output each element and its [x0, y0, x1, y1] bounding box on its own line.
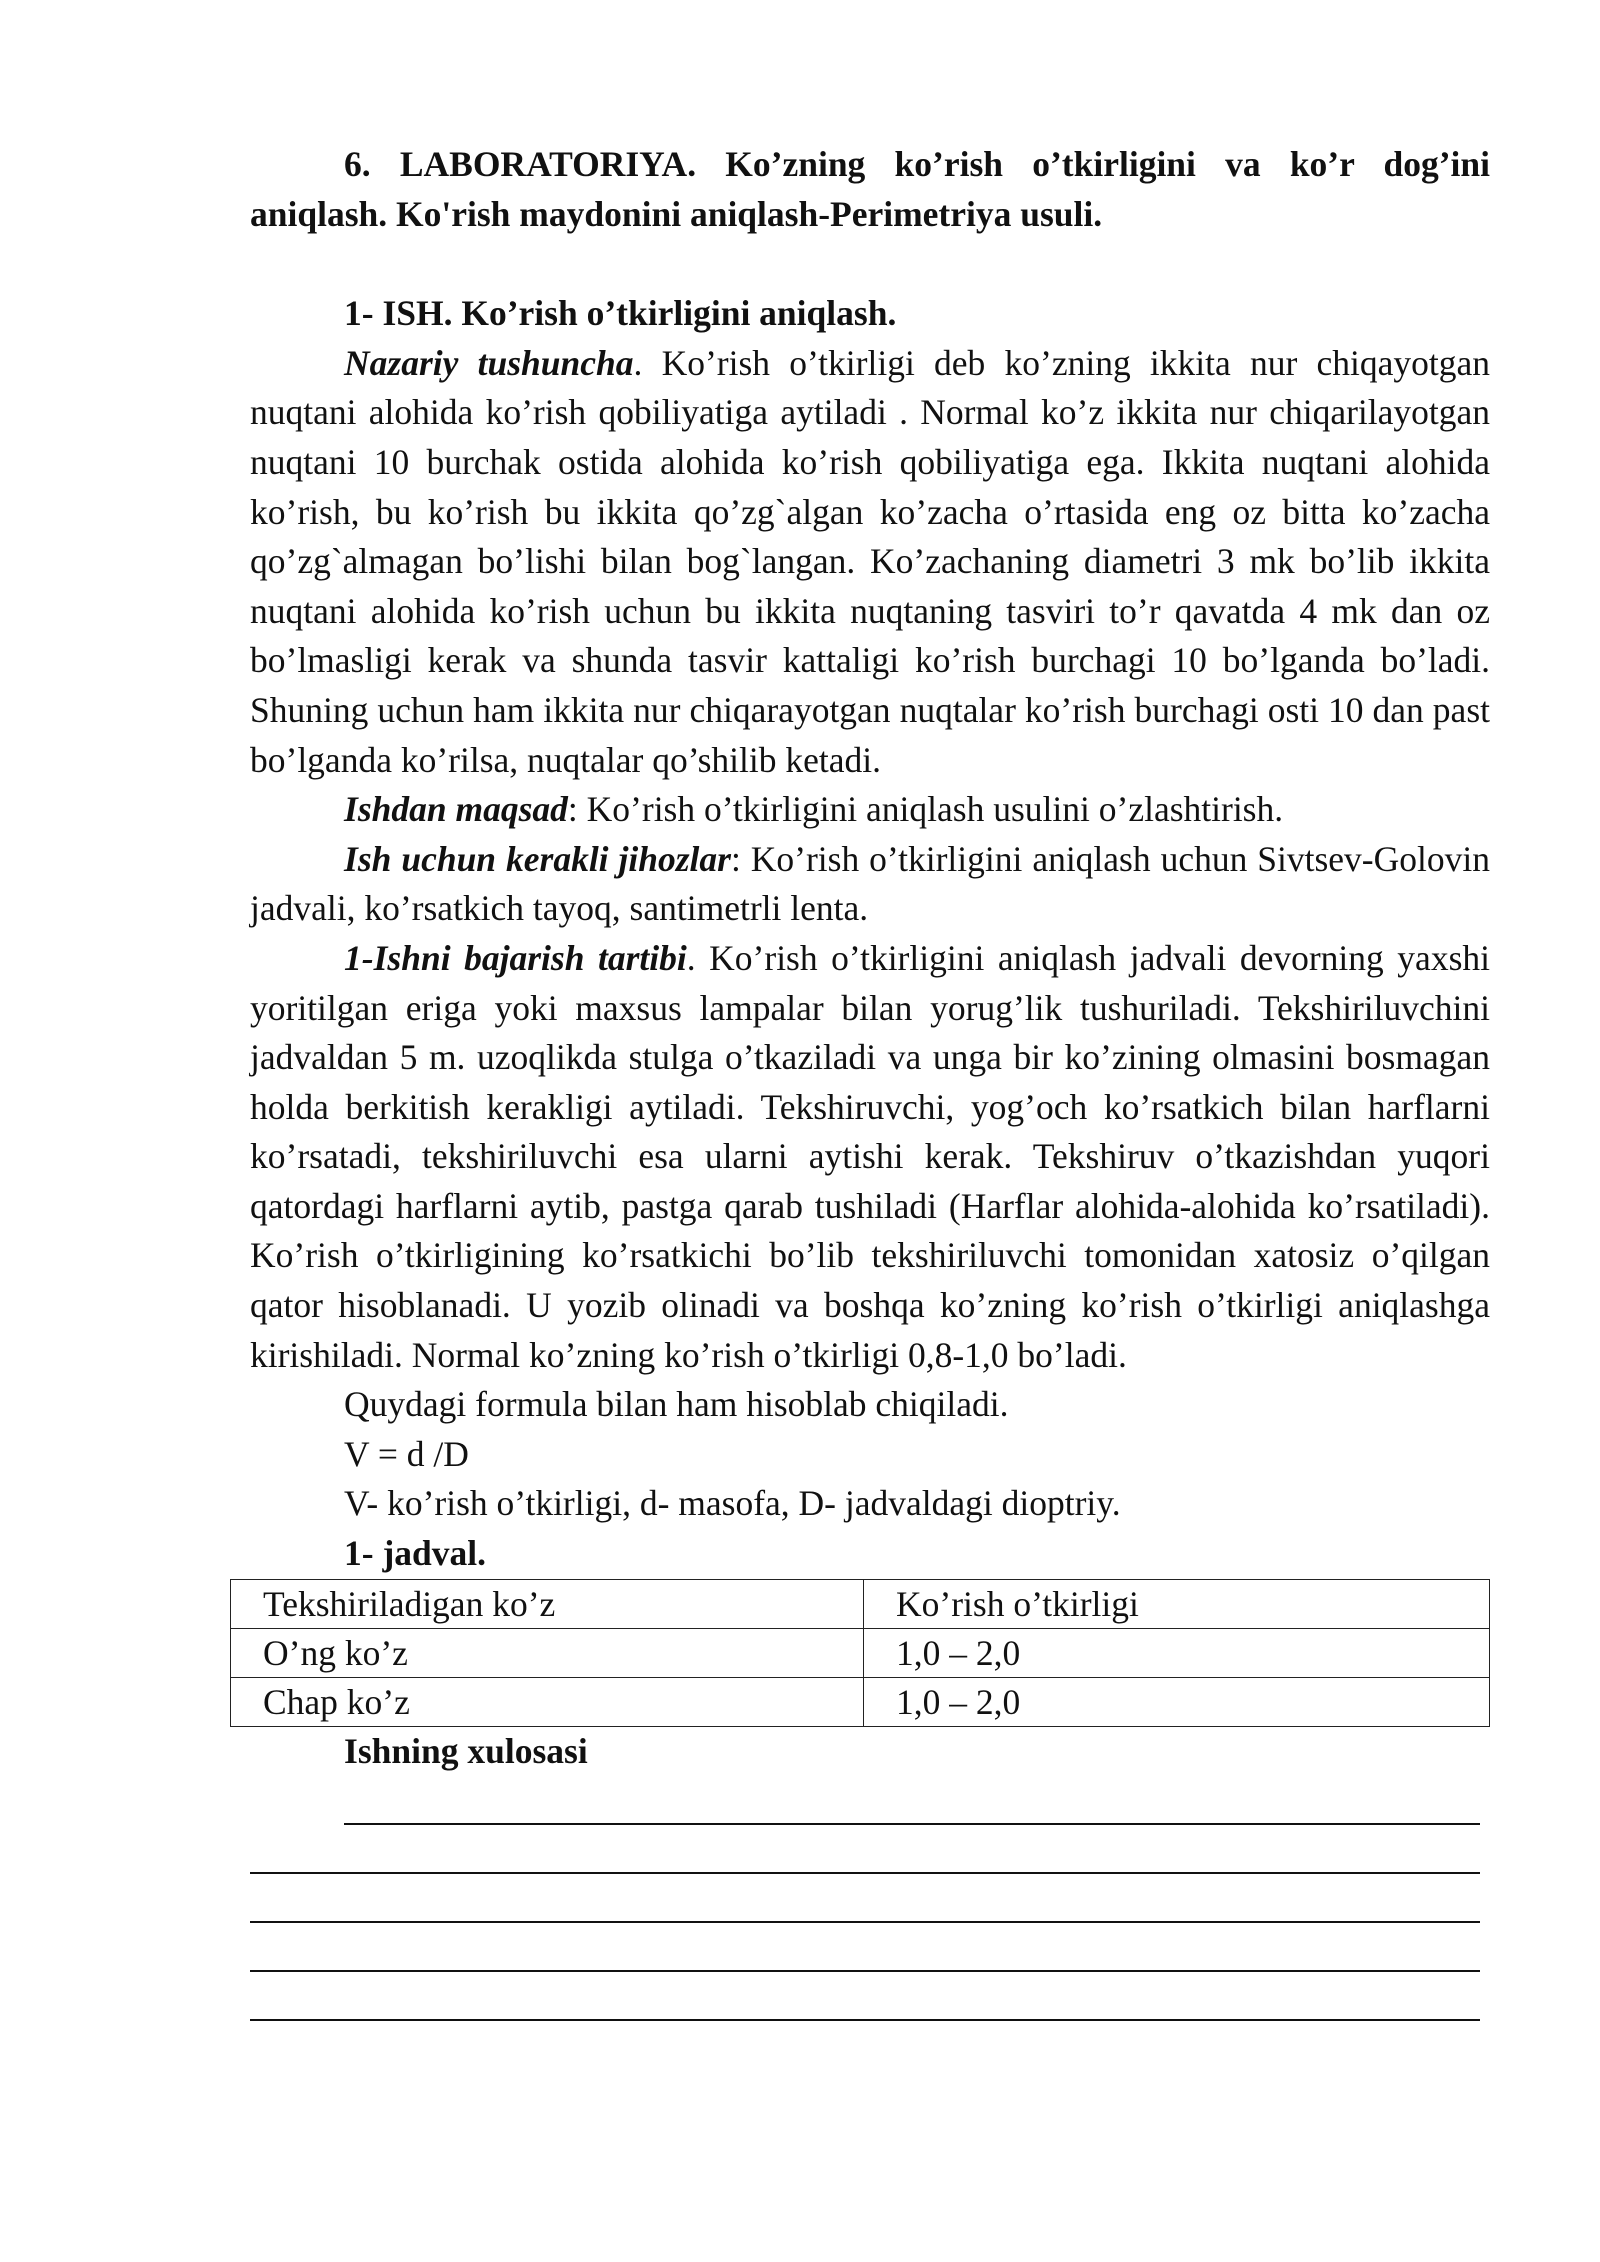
- table-header-cell: Tekshiriladigan ko’z: [231, 1579, 864, 1628]
- answer-line[interactable]: [344, 1776, 1480, 1825]
- equipment-paragraph: [250, 835, 1490, 934]
- table-cell: 1,0 – 2,0: [864, 1677, 1490, 1726]
- table-caption: [250, 1529, 1490, 1579]
- formula-legend-text: V- ko’rish o’tkirligi, d- masofa, D- jadvaldagi dioptriy.: [344, 1483, 1121, 1524]
- table-caption-text: 1- jadval.: [344, 1533, 486, 1574]
- table-header-cell: Ko’rish o’tkirligi: [864, 1579, 1490, 1628]
- table-row: [231, 1677, 1490, 1726]
- lab-heading-text: 6. LABORATORIYA. Ko’zning ko’rish o’tkirligini va ko’r dog’ini aniqlash. Ko'rish maydonini aniqlash-Perimetriya usuli.: [250, 144, 1490, 234]
- equipment-text: : Ko’rish o’tkirligini aniqlash uchun Sivtsev-Golovin jadvali, ko’rsatkich tayoq, santimetrli lenta.: [250, 838, 1490, 929]
- procedure-text: . Ko’rish o’tkirligini aniqlash jadvali devorning yaxshi yoritilgan eriga yoki maxsus lampalar bilan yorug’lik tushuriladi. Tekshiriluvchini jadvaldan 5 m. uzoqlikda stulga o’tkaziladi va unga bir ko’zining olmasini bosmagan holda berkitish kerakligi aytiladi. Tekshiruvchi, yog’och ko’rsatkich bilan harflarni ko’rsatadi, tekshiriluvchi esa ularni aytishi kerak. Tekshiruv o’tkazishdan yuqori qatordagi harflarni aytib, pastga qarab tushiladi (Harflar alohida-alohida ko’rsatiladi). Ko’rish o’tkirligining ko’rsatkichi bo’lib tekshiriluvchi tomonidan xatosiz o’qilgan qator hisoblanadi. U yozib olinadi va boshqa ko’zning ko’rish o’tkirligi aniqlashga kirishiladi. Normal ko’zning ko’rish o’tkirligi 0,8-1,0 bo’ladi.: [250, 937, 1490, 1375]
- table-row: [231, 1628, 1490, 1677]
- procedure-label: 1-Ishni bajarish tartibi: [344, 937, 687, 978]
- equipment-label: Ish uchun kerakli jihozlar: [344, 838, 731, 879]
- answer-line[interactable]: [250, 1923, 1480, 1972]
- answer-line[interactable]: [250, 1874, 1480, 1923]
- goal-label: Ishdan maqsad: [344, 789, 568, 830]
- formula-expression-text: V = d /D: [344, 1433, 469, 1474]
- table-cell: O’ng ko’z: [231, 1628, 864, 1677]
- acuity-table: [230, 1579, 1490, 1727]
- goal-paragraph: [250, 785, 1490, 835]
- theory-label: Nazariy tushuncha: [344, 342, 634, 383]
- formula-intro-text: Quydagi formula bilan ham hisoblab chiqiladi.: [344, 1384, 1009, 1425]
- theory-text: . Ko’rish o’tkirligi deb ko’zning ikkita nur chiqayotgan nuqtani alohida ko’rish qobiliyatiga aytiladi . Normal ko’z ikkita nur chiqarilayotgan nuqtani 10 burchak ostida alohida ko’rish qobiliyatiga ega. Ikkita nuqtani alohida ko’rish, bu ko’rish bu ikkita qo’zg`algan ko’zacha o’rtasida eng oz bitta ko’zacha qo’zg`almagan bo’lishi bilan bog`langan. Ko’zachaning diametri 3 mk bo’lib ikkita nuqtani alohida ko’rish uchun bu ikkita nuqtaning tasviri to’r qavatda 4 mk dan oz bo’lmasligi kerak va shunda tasvir kattaligi ko’rish burchagi 10 bo’lganda bo’ladi. Shuning uchun ham ikkita nur chiqarayotgan nuqtalar ko’rish burchagi osti 10 dan past bo’lganda ko’rilsa, nuqtalar qo’shilib ketadi.: [250, 342, 1490, 780]
- answer-line[interactable]: [250, 1825, 1480, 1874]
- section-title: [250, 289, 1490, 339]
- procedure-paragraph: [250, 934, 1490, 1380]
- theory-paragraph: [250, 339, 1490, 785]
- formula-legend: [250, 1479, 1490, 1529]
- goal-text: : Ko’rish o’tkirligini aniqlash usulini o’zlashtirish.: [567, 789, 1284, 830]
- table-cell: 1,0 – 2,0: [864, 1628, 1490, 1677]
- spacer: [250, 239, 1490, 289]
- lab-heading: [250, 140, 1490, 239]
- table-header-row: [231, 1579, 1490, 1628]
- formula-expression: [250, 1430, 1490, 1480]
- formula-intro: [250, 1380, 1490, 1430]
- conclusion-label: [250, 1727, 1490, 1777]
- section-title-text: 1- ISH. Ko’rish o’tkirligini aniqlash.: [344, 293, 897, 334]
- answer-line[interactable]: [250, 1972, 1480, 2021]
- table-cell: Chap ko’z: [231, 1677, 864, 1726]
- document-page: [250, 140, 1490, 2021]
- conclusion-label-text: Ishning xulosasi: [344, 1730, 588, 1771]
